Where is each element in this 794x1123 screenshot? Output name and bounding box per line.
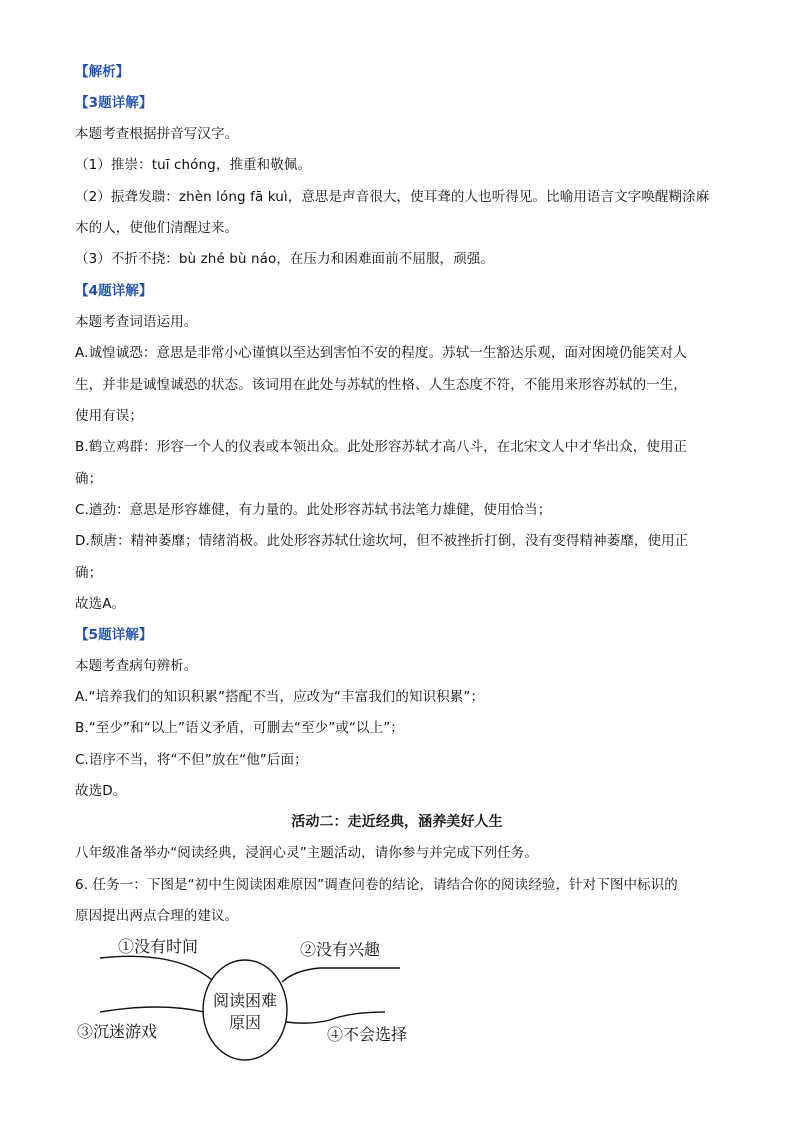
q4-option-c: C.遒劲：意思是形容雄健，有力量的。此处形容苏轼书法笔力雄健，使用恰当； <box>75 502 552 518</box>
branch4-label: ④不会选择 <box>327 1025 408 1044</box>
q5-option-c: C.语序不当，将“不但”放在“他”后面； <box>75 752 308 768</box>
q3-item1: （1）推崇：tuī chóng，推重和敬佩。 <box>75 157 312 173</box>
branch1-curve <box>100 956 212 980</box>
center-label-line1: 阅读困难 <box>212 991 277 1010</box>
q3-item3: （3）不折不挠：bù zhé bù náo，在压力和困难面前不屈服，顽强。 <box>75 251 494 267</box>
q4-option-d-line2: 确； <box>75 565 103 581</box>
q3-item2-line1: （2）振聋发聩：zhèn lóng fā kuì，意思是声音很大，使耳聋的人也听得见。比喻用语言文字唤醒糊涂麻 <box>75 189 710 205</box>
q3-header: 【3题详解】 <box>75 95 153 111</box>
q5-answer: 故选D。 <box>75 783 127 799</box>
branch2-label: ②没有兴趣 <box>300 940 381 959</box>
branch3-curve <box>100 1007 204 1012</box>
center-label-line2: 原因 <box>228 1013 261 1032</box>
q3-item2-line2: 木的人，使他们清醒过来。 <box>75 220 239 236</box>
analysis-header: 【解析】 <box>75 64 130 80</box>
q4-option-a-line3: 使用有误； <box>75 408 143 424</box>
q4-option-a-line2: 生，并非是诚惶诚恐的状态。该词用在此处与苏轼的性格、人生态度不符，不能用来形容苏轼的一生， <box>75 377 687 393</box>
q6-line2: 原因提出两点合理的建议。 <box>75 908 239 924</box>
q5-option-b: B.“至少”和“以上”语义矛盾，可删去“至少”或“以上”； <box>75 720 404 736</box>
branch3-label: ③沉迷游戏 <box>77 1022 158 1041</box>
branch1-label: ①没有时间 <box>118 937 199 956</box>
q5-header: 【5题详解】 <box>75 627 153 643</box>
q6-line1: 6. 任务一：下图是“初中生阅读困难原因”调查问卷的结论，请结合你的阅读经验，针对下图中标识的 <box>75 877 678 893</box>
q4-option-a-line1: A.诚惶诚恐：意思是非常小心谨慎以至达到害怕不安的程度。苏轼一生豁达乐观，面对困境仍能笑对人 <box>75 345 687 361</box>
q4-intro: 本题考查词语运用。 <box>75 314 198 330</box>
q5-intro: 本题考查病句辨析。 <box>75 658 198 674</box>
q4-option-b-line1: B.鹤立鸡群：形容一个人的仪表或本领出众。此处形容苏轼才高八斗，在北宋文人中才华出众，使用正 <box>75 439 688 455</box>
q4-option-b-line2: 确； <box>75 471 103 487</box>
q5-option-a: A.“培养我们的知识积累”搭配不当，应改为“丰富我们的知识积累”； <box>75 689 485 705</box>
activity-title: 活动二：走近经典，涵养美好人生 <box>291 814 503 830</box>
q4-header: 【4题详解】 <box>75 283 153 299</box>
activity-intro: 八年级准备举办“阅读经典，浸润心灵”主题活动，请你参与并完成下列任务。 <box>75 845 538 861</box>
q4-answer: 故选A。 <box>75 596 126 612</box>
branch2-curve <box>282 968 400 982</box>
q3-intro: 本题考查根据拼音写汉字。 <box>75 126 239 142</box>
q4-option-d-line1: D.颓唐：精神萎靡；情绪消极。此处形容苏轼仕途坎坷，但不被挫折打倒，没有变得精神萎靡，使用正 <box>75 533 689 549</box>
